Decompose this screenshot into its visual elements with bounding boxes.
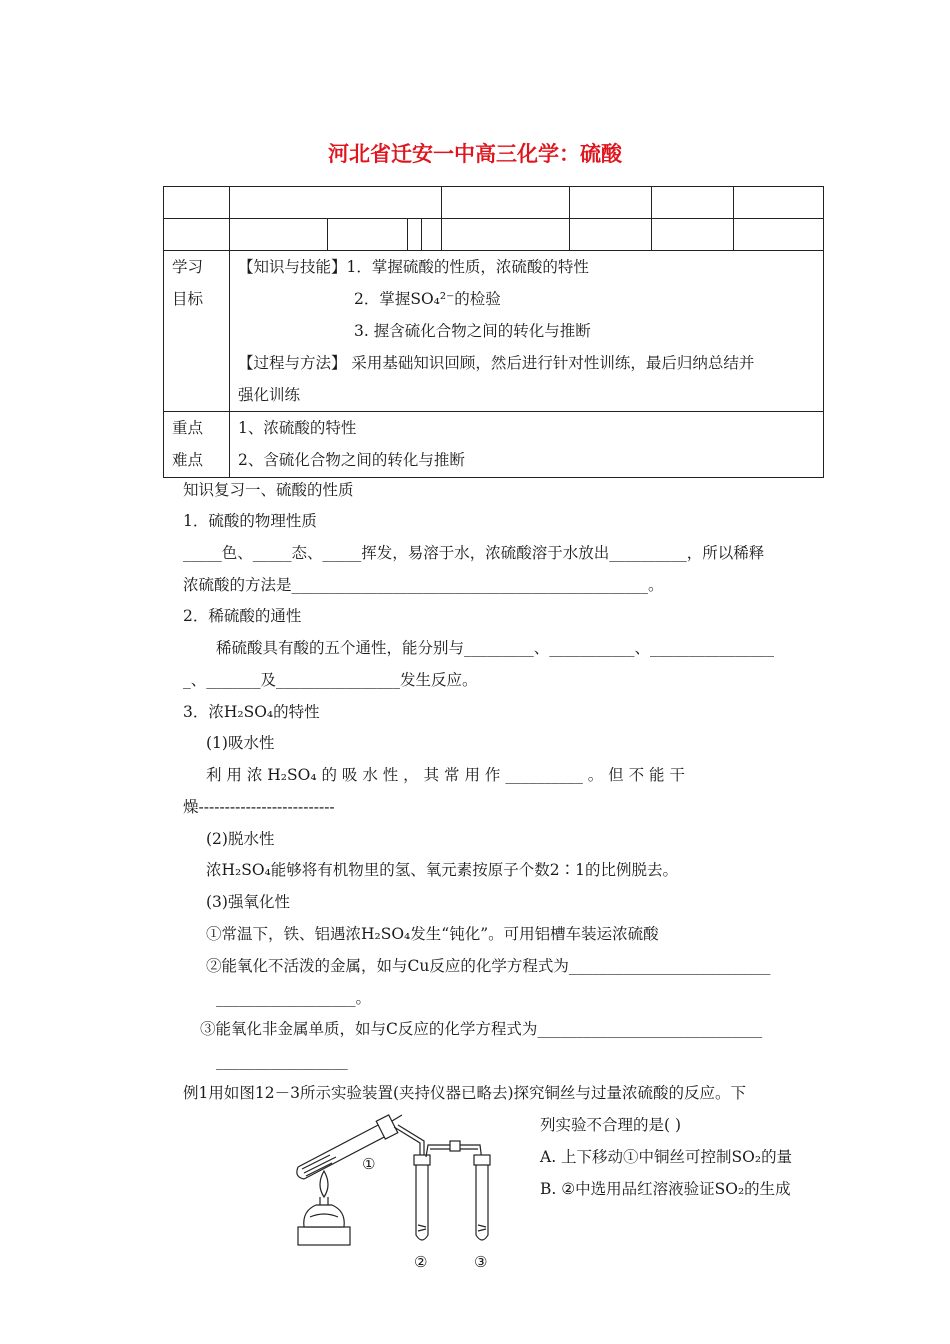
subsection-title: (2)脱水性	[206, 830, 275, 848]
objectives-table	[163, 186, 824, 478]
text-line: 浓H₂SO₄能够将有机物里的氢、氧元素按原子个数2∶1的比例脱去。	[206, 861, 678, 879]
subsection-title: (1)吸水性	[206, 734, 275, 752]
objective-line: 3. 握含硫化合物之间的转化与推断	[354, 322, 591, 340]
table-row	[164, 251, 824, 412]
text-line: ①常温下，铁、铝遇浓H₂SO₄发生“钝化”。可用铝槽车装运浓硫酸	[206, 925, 659, 943]
example-text: 例1用如图12－3所示实验装置(夹持仪器已略去)探究铜丝与过量浓硫酸的反应。下	[183, 1084, 747, 1102]
objective-line: 【过程与方法】 采用基础知识回顾，然后进行针对性训练，最后归纳总结并	[238, 354, 755, 372]
paragraph-title: 1．硫酸的物理性质	[183, 512, 317, 530]
objective-line: 2．掌握SO₄²⁻的检验	[354, 290, 501, 308]
figure-label-1: ①	[362, 1155, 376, 1173]
key-label: 重点	[172, 419, 204, 437]
text-line: 浓硫酸的方法是______________________________________________。	[183, 576, 664, 594]
paragraph-title: 3．浓H₂SO₄的特性	[183, 703, 320, 721]
text-line: _________________	[216, 1052, 348, 1070]
table-row	[164, 187, 824, 219]
figure-label-2: ②	[414, 1253, 428, 1271]
table-row	[164, 412, 824, 478]
objective-line: 强化训练	[238, 386, 301, 404]
option-a: A. 上下移动①中铜丝可控制SO₂的量	[540, 1148, 793, 1166]
text-line: 燥--------------------------	[183, 798, 335, 816]
objective-line: 【知识与技能】1．掌握硫酸的性质，浓硫酸的特性	[238, 258, 589, 276]
text-line: 稀硫酸具有酸的五个通性，能分别与_________、___________、________________	[216, 639, 775, 657]
text-line: __________________。	[216, 989, 372, 1007]
objectives-label: 学习	[172, 258, 204, 276]
key-label: 难点	[172, 451, 204, 469]
key-point: 2、含硫化合物之间的转化与推断	[238, 451, 465, 469]
objectives-label: 目标	[172, 290, 204, 308]
option-b: B. ②中选用品红溶液验证SO₂的生成	[540, 1180, 791, 1198]
key-point: 1、浓硫酸的特性	[238, 419, 357, 437]
figure-label-3: ③	[474, 1253, 488, 1271]
example-text: 列实验不合理的是( )	[540, 1116, 682, 1134]
section-heading: 知识复习一、硫酸的性质	[183, 481, 354, 499]
text-line: _、_______及________________发生反应。	[183, 671, 478, 689]
text-line: ②能氧化不活泼的金属，如与Cu反应的化学方程式为__________________________	[206, 957, 771, 975]
table-row	[164, 219, 824, 251]
page-title: 河北省迁安一中高三化学：硫酸	[328, 142, 622, 166]
subsection-title: (3)强氧化性	[206, 893, 290, 911]
paragraph-title: 2．稀硫酸的通性	[183, 607, 302, 625]
text-line: _____色、_____态、_____挥发，易溶于水，浓硫酸溶于水放出__________，所以稀释	[183, 544, 765, 562]
apparatus-figure	[290, 1105, 520, 1280]
text-line: ③能氧化非金属单质，如与C反应的化学方程式为_____________________________	[200, 1020, 763, 1038]
text-line: 利 用 浓 H₂SO₄ 的 吸 水 性 ， 其 常 用 作 __________ 。 但 不 能 干	[206, 766, 685, 784]
